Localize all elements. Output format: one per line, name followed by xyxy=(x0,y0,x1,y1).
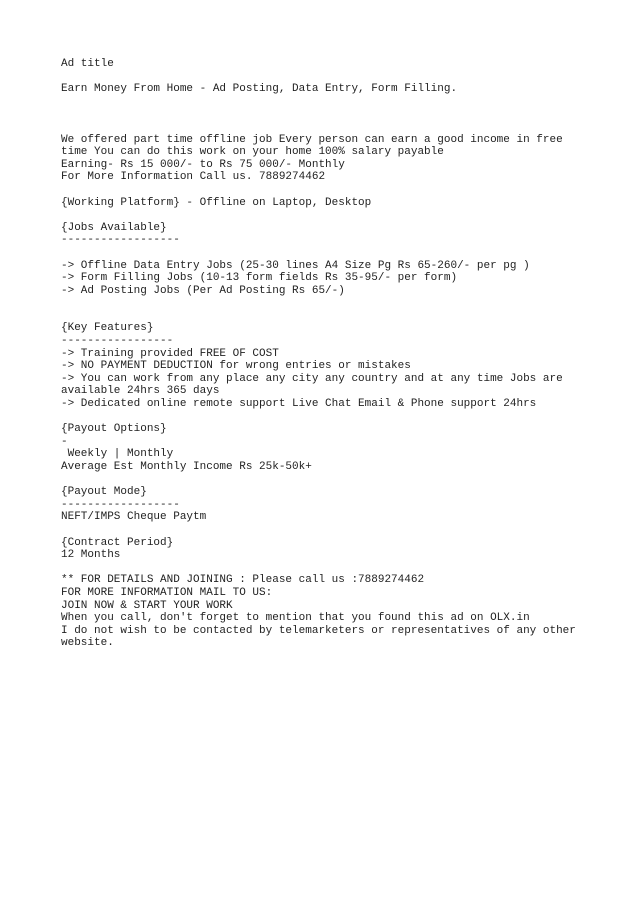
spacer xyxy=(61,524,621,537)
section-heading: {Contract Period} xyxy=(61,536,174,549)
spacer xyxy=(61,184,621,197)
closing-line: website. xyxy=(61,637,114,650)
payout-mode-value: NEFT/IMPS Cheque Paytm xyxy=(61,511,207,524)
list-item: -> NO PAYMENT DEDUCTION for wrong entries or mistakes xyxy=(61,360,411,373)
closing-section xyxy=(61,574,621,650)
payout-options-line: Weekly | Monthly xyxy=(61,448,174,461)
spacer xyxy=(61,96,621,121)
section-heading: {Payout Mode} xyxy=(61,486,147,499)
intro-paragraph xyxy=(61,134,621,184)
spacer xyxy=(61,209,621,222)
list-item: -> Offline Data Entry Jobs (25-30 lines A4 Size Pg Rs 65-260/- per pg ) xyxy=(61,259,530,272)
closing-line: FOR MORE INFORMATION MAIL TO US: xyxy=(61,586,273,599)
payout-options-line: - xyxy=(61,435,68,448)
spacer xyxy=(61,247,621,260)
ad-title: Earn Money From Home - Ad Posting, Data Entry, Form Filling. xyxy=(61,83,458,96)
intro-line: We offered part time offline job Every person can earn a good income in free xyxy=(61,133,563,146)
jobs-available-section xyxy=(61,222,621,298)
intro-line: time You can do this work on your home 100% salary payable xyxy=(61,146,444,159)
list-item: available 24hrs 365 days xyxy=(61,385,220,398)
section-rule: ------------------ xyxy=(61,234,180,247)
spacer xyxy=(61,562,621,575)
working-platform: {Working Platform} - Offline on Laptop, Desktop xyxy=(61,196,372,209)
ad-title-label: Ad title xyxy=(61,58,114,70)
closing-line: I do not wish to be contacted by telemarketers or representatives of any other xyxy=(61,624,576,637)
spacer xyxy=(61,121,621,134)
closing-line: When you call, don't forget to mention that you found this ad on OLX.in xyxy=(61,612,530,625)
spacer xyxy=(61,297,621,322)
section-rule: ------------------ xyxy=(61,498,180,511)
section-rule: ----------------- xyxy=(61,335,174,348)
spacer xyxy=(61,411,621,424)
contract-period-section xyxy=(61,537,621,562)
list-item: -> Training provided FREE OF COST xyxy=(61,347,279,360)
payout-mode-section xyxy=(61,486,621,524)
list-item: -> Form Filling Jobs (10-13 form fields Rs 35-95/- per form) xyxy=(61,272,458,285)
section-heading: {Jobs Available} xyxy=(61,221,167,234)
intro-line: For More Information Call us. 7889274462 xyxy=(61,171,326,184)
closing-line: JOIN NOW & START YOUR WORK xyxy=(61,599,233,612)
document-page xyxy=(61,58,621,650)
key-features-section xyxy=(61,322,621,410)
payout-options-line: Average Est Monthly Income Rs 25k-50k+ xyxy=(61,461,312,473)
section-heading: {Payout Options} xyxy=(61,423,167,436)
list-item: -> Dedicated online remote support Live Chat Email & Phone support 24hrs xyxy=(61,398,537,411)
spacer xyxy=(61,71,621,84)
list-item: -> You can work from any place any city any country and at any time Jobs are xyxy=(61,372,563,385)
intro-line: Earning- Rs 15 000/- to Rs 75 000/- Monthly xyxy=(61,158,345,171)
closing-line: ** FOR DETAILS AND JOINING : Please call us :7889274462 xyxy=(61,574,425,587)
contract-period-value: 12 Months xyxy=(61,549,121,562)
spacer xyxy=(61,474,621,487)
payout-options-section xyxy=(61,423,621,473)
list-item: -> Ad Posting Jobs (Per Ad Posting Rs 65/-) xyxy=(61,284,345,297)
section-heading: {Key Features} xyxy=(61,322,154,335)
